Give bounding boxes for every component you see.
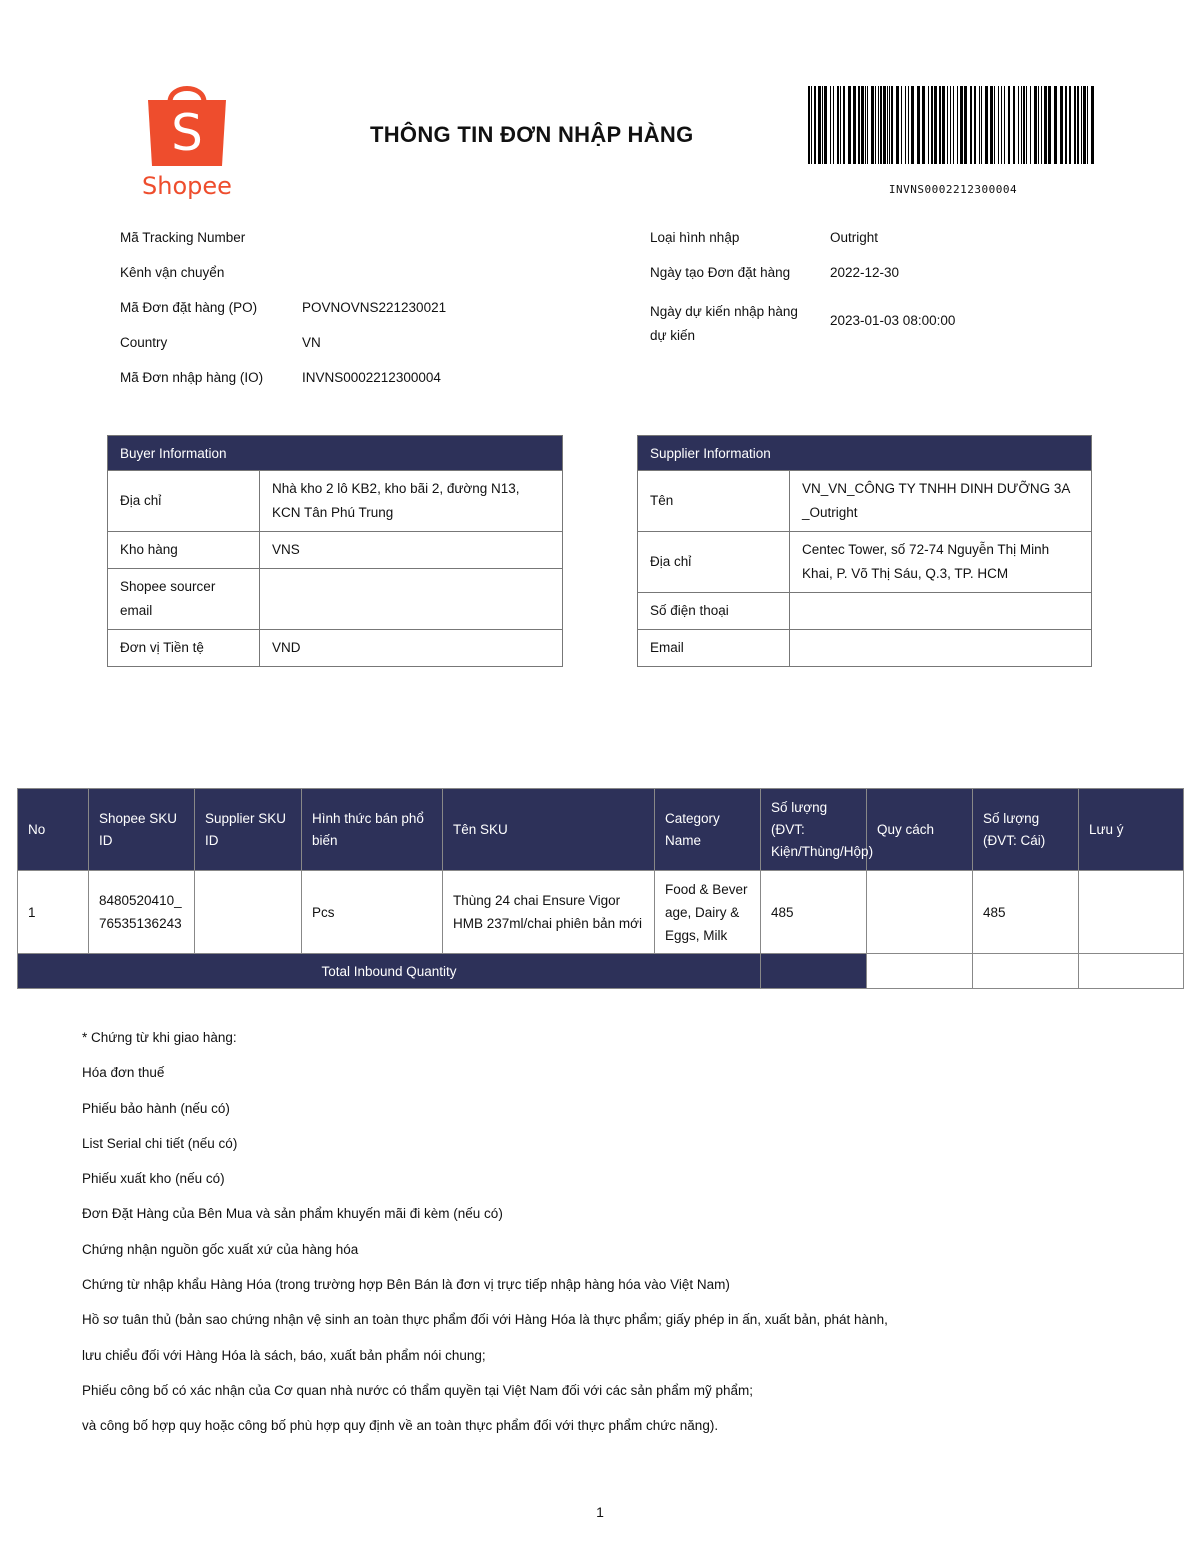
cell-sku-name: Thùng 24 chai Ensure Vigor HMB 237ml/chai phiên bản mới — [443, 871, 655, 954]
col-header-no: No — [18, 789, 89, 871]
delivery-documents-notes — [82, 1030, 888, 1454]
note-line: Đơn Đặt Hàng của Bên Mua và sản phẩm khuyến mãi đi kèm (nếu có) — [82, 1206, 503, 1222]
po-value: POVNOVNS221230021 — [302, 300, 447, 315]
total-qty-package — [761, 954, 867, 989]
svg-text:S: S — [171, 104, 203, 162]
note-line: Chứng từ nhập khẩu Hàng Hóa (trong trường hợp Bên Bán là đơn vị trực tiếp nhập hàng hóa vào Việt Nam) — [82, 1277, 730, 1293]
supplier-name-label: Tên — [638, 471, 790, 532]
note-line: lưu chiểu đối với Hàng Hóa là sách, báo, xuất bản phẩm nói chung; — [82, 1347, 486, 1363]
buyer-sourcer-email-label: Shopee sourcer email — [108, 569, 260, 630]
country-label: Country — [120, 335, 168, 350]
shipping-channel-label: Kênh vận chuyển — [120, 265, 225, 280]
supplier-info-heading: Supplier Information — [638, 436, 1092, 471]
cell-shopee-sku: 8480520410_76535136243 — [89, 871, 195, 954]
note-line: Hóa đơn thuế — [82, 1065, 165, 1081]
buyer-warehouse-value: VNS — [260, 532, 563, 569]
buyer-sourcer-email-value — [260, 569, 563, 630]
supplier-name-value: VN_VN_CÔNG TY TNHH DINH DƯỠNG 3A _Outright — [790, 471, 1092, 532]
expected-date-value: 2023-01-03 08:00:00 — [830, 313, 956, 328]
supplier-email-label: Email — [638, 630, 790, 667]
import-type-value: Outright — [830, 230, 879, 245]
page-title: THÔNG TIN ĐƠN NHẬP HÀNG — [370, 122, 694, 147]
page-number: 1 — [596, 1504, 604, 1520]
shopee-logo — [140, 80, 240, 205]
cell-qty-unit: 485 — [973, 871, 1079, 954]
io-value: INVNS0002212300004 — [302, 370, 441, 385]
expected-date-label: Ngày dự kiến nhập hàng dự kiến — [650, 304, 798, 343]
supplier-email-value — [790, 630, 1092, 667]
note-line: * Chứng từ khi giao hàng: — [82, 1030, 237, 1045]
supplier-info-table — [637, 435, 1092, 667]
col-header-shopee-sku: Shopee SKU ID — [89, 789, 195, 871]
col-header-qty-unit: Số lượng (ĐVT: Cái) — [973, 789, 1079, 871]
cell-supplier-sku — [195, 871, 302, 954]
total-row — [18, 954, 1184, 989]
buyer-currency-value: VND — [260, 630, 563, 667]
cell-no: 1 — [18, 871, 89, 954]
total-inbound-label: Total Inbound Quantity — [18, 954, 761, 989]
col-header-supplier-sku: Supplier SKU ID — [195, 789, 302, 871]
col-header-qty-package: Số lượng (ĐVT: Kiện/Thùng/Hộp) — [761, 789, 867, 871]
col-header-spec: Quy cách — [867, 789, 973, 871]
col-header-sale-form: Hình thức bán phổ biến — [302, 789, 443, 871]
barcode — [806, 86, 1100, 164]
po-created-date-value: 2022-12-30 — [830, 265, 900, 280]
note-line: Phiếu bảo hành (nếu có) — [82, 1100, 230, 1116]
cell-spec — [867, 871, 973, 954]
buyer-info-table — [107, 435, 563, 667]
supplier-phone-value — [790, 593, 1092, 630]
total-note — [1079, 954, 1184, 989]
cell-category: Food & Beverage, Dairy & Eggs, Milk — [655, 871, 761, 954]
buyer-info-heading: Buyer Information — [108, 436, 563, 471]
inbound-items-table — [17, 788, 1184, 989]
note-line: Chứng nhận nguồn gốc xuất xứ của hàng hóa — [82, 1241, 359, 1257]
shopping-bag-icon — [140, 80, 234, 170]
note-line: Phiếu công bố có xác nhận của Cơ quan nhà nước có thẩm quyền tại Việt Nam đối với các sản phẩm mỹ phẩm; — [82, 1382, 753, 1398]
note-line: và công bố hợp quy hoặc công bố phù hợp quy định về an toàn thực phẩm đối với thực phẩm chức năng). — [82, 1418, 719, 1434]
buyer-address-label: Địa chỉ — [108, 471, 260, 532]
logo-wordmark: Shopee — [142, 172, 232, 200]
supplier-address-value: Centec Tower, số 72-74 Nguyễn Thị Minh Khai, P. Võ Thị Sáu, Q.3, TP. HCM — [790, 532, 1092, 593]
note-line: List Serial chi tiết (nếu có) — [82, 1135, 238, 1151]
io-label: Mã Đơn nhập hàng (IO) — [120, 370, 264, 385]
po-created-date-label: Ngày tạo Đơn đặt hàng — [650, 265, 791, 280]
col-header-sku-name: Tên SKU — [443, 789, 655, 871]
col-header-note: Lưu ý — [1079, 789, 1184, 871]
import-type-label: Loại hình nhập — [650, 230, 740, 245]
buyer-currency-label: Đơn vị Tiền tệ — [108, 630, 260, 667]
supplier-phone-label: Số điện thoại — [638, 593, 790, 630]
buyer-address-value: Nhà kho 2 lô KB2, kho bãi 2, đường N13, KCN Tân Phú Trung — [260, 471, 563, 532]
po-label: Mã Đơn đặt hàng (PO) — [120, 300, 258, 315]
total-qty-unit — [973, 954, 1079, 989]
note-line: Phiếu xuất kho (nếu có) — [82, 1171, 225, 1187]
cell-qty-package: 485 — [761, 871, 867, 954]
table-row — [18, 871, 1184, 954]
barcode-number: INVNS0002212300004 — [888, 183, 1018, 196]
col-header-category: Category Name — [655, 789, 761, 871]
buyer-warehouse-label: Kho hàng — [108, 532, 260, 569]
supplier-address-label: Địa chỉ — [638, 532, 790, 593]
cell-sale-form: Pcs — [302, 871, 443, 954]
tracking-number-label: Mã Tracking Number — [120, 230, 246, 245]
total-spec — [867, 954, 973, 989]
cell-note — [1079, 871, 1184, 954]
country-value: VN — [302, 335, 321, 350]
note-line: Hồ sơ tuân thủ (bản sao chứng nhận vệ sinh an toàn thực phẩm đối với Hàng Hóa là thực phẩm; giấy phép in ấn, xuất bản, phát hành, — [82, 1312, 888, 1328]
